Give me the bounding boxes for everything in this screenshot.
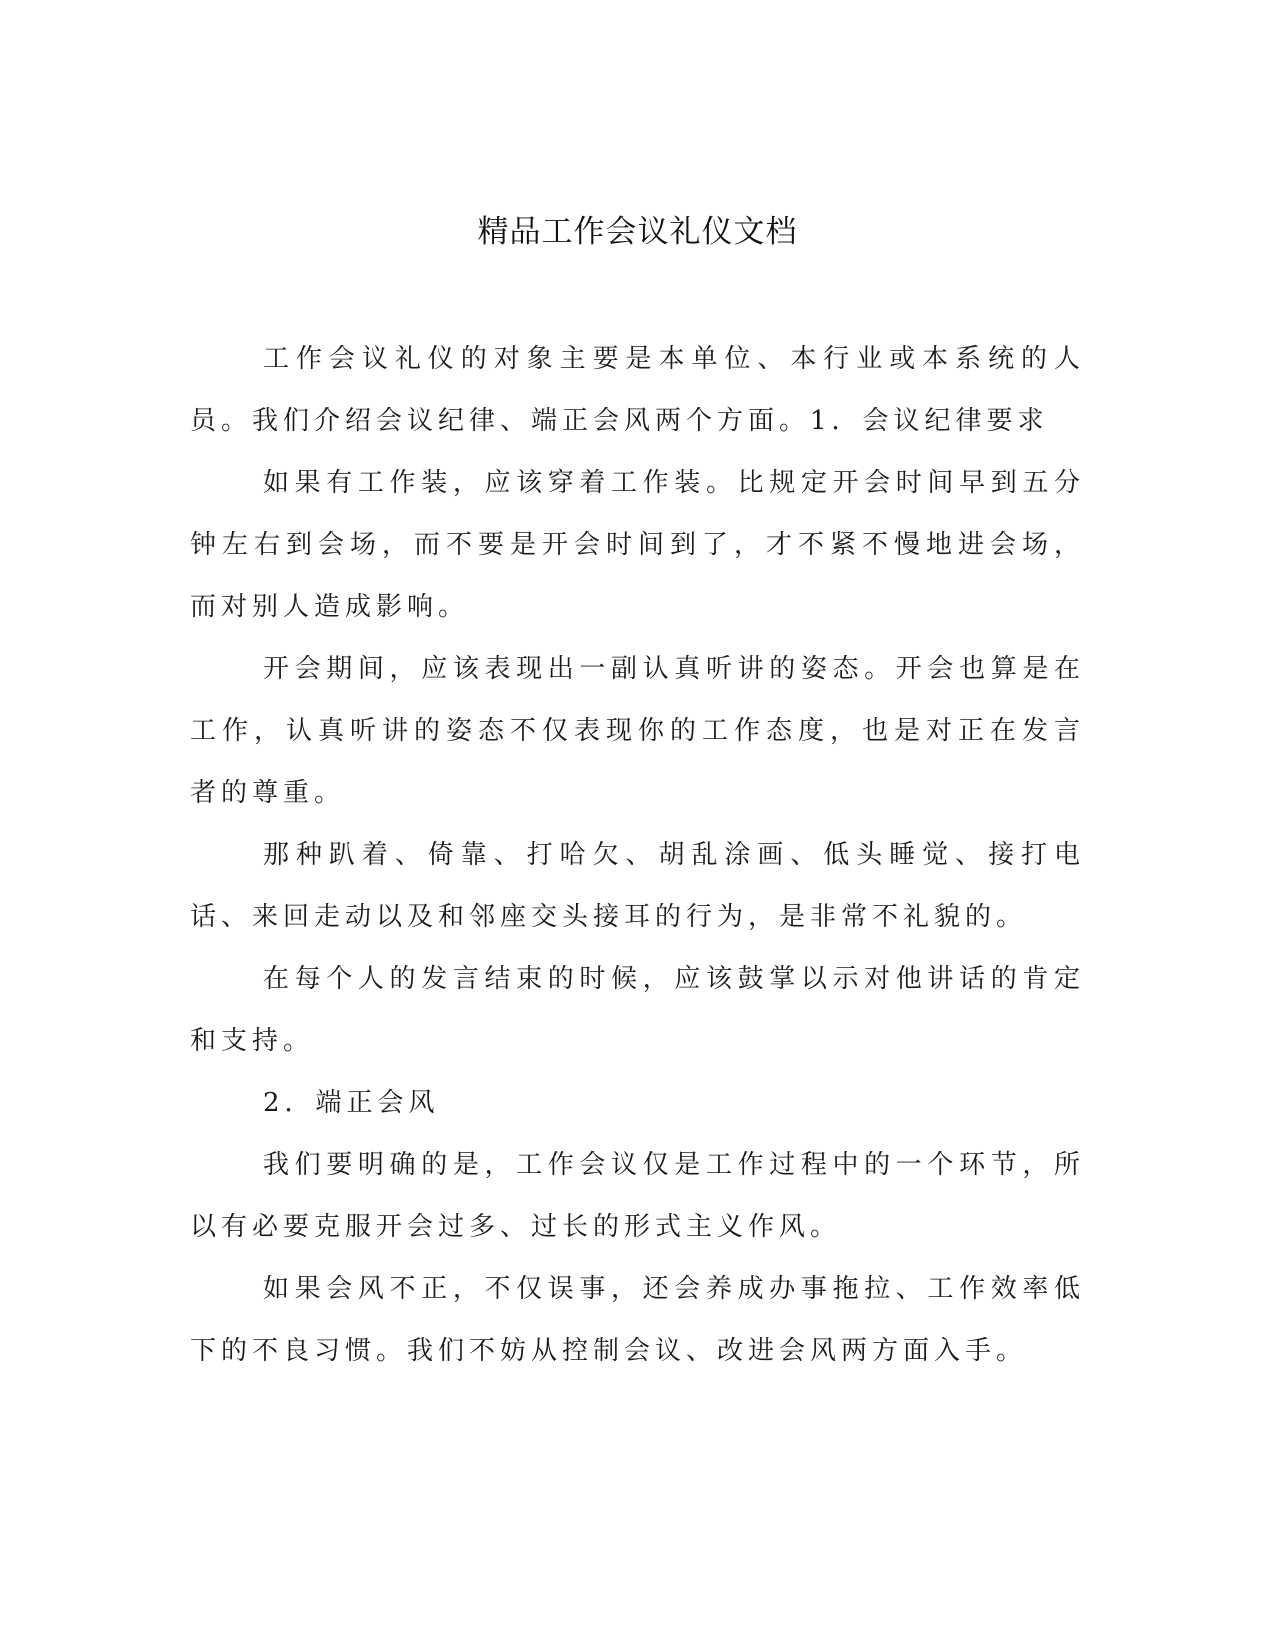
paragraph-avoid-formalism: 我们要明确的是，工作会议仅是工作过程中的一个环节，所以有必要克服开会过多、过长的形式主义作风。 <box>190 1150 1085 1242</box>
paragraph-improve-style: 如果会风不正，不仅误事，还会养成办事拖拉、工作效率低下的不良习惯。我们不妨从控制会议、改进会风两方面入手。 <box>190 1274 1085 1366</box>
paragraph-intro: 工作会议礼仪的对象主要是本单位、本行业或本系统的人员。我们介绍会议纪律、端正会风两个方面。1．会议纪律要求 <box>190 344 1085 436</box>
section-heading-meeting-style: 2．端正会风 <box>263 1088 440 1118</box>
paragraph-applause: 在每个人的发言结束的时候，应该鼓掌以示对他讲话的肯定和支持。 <box>190 964 1085 1056</box>
document-body <box>190 328 1085 1382</box>
paragraph-listening: 开会期间，应该表现出一副认真听讲的姿态。开会也算是在工作，认真听讲的姿态不仅表现你的工作态度，也是对正在发言者的尊重。 <box>190 654 1085 808</box>
paragraph-impolite-behavior: 那种趴着、倚靠、打哈欠、胡乱涂画、低头睡觉、接打电话、来回走动以及和邻座交头接耳的行为，是非常不礼貌的。 <box>190 840 1085 932</box>
paragraph-work-attire: 如果有工作装，应该穿着工作装。比规定开会时间早到五分钟左右到会场，而不要是开会时间到了，才不紧不慢地进会场，而对别人造成影响。 <box>190 468 1085 622</box>
document-title: 精品工作会议礼仪文档 <box>477 214 798 250</box>
